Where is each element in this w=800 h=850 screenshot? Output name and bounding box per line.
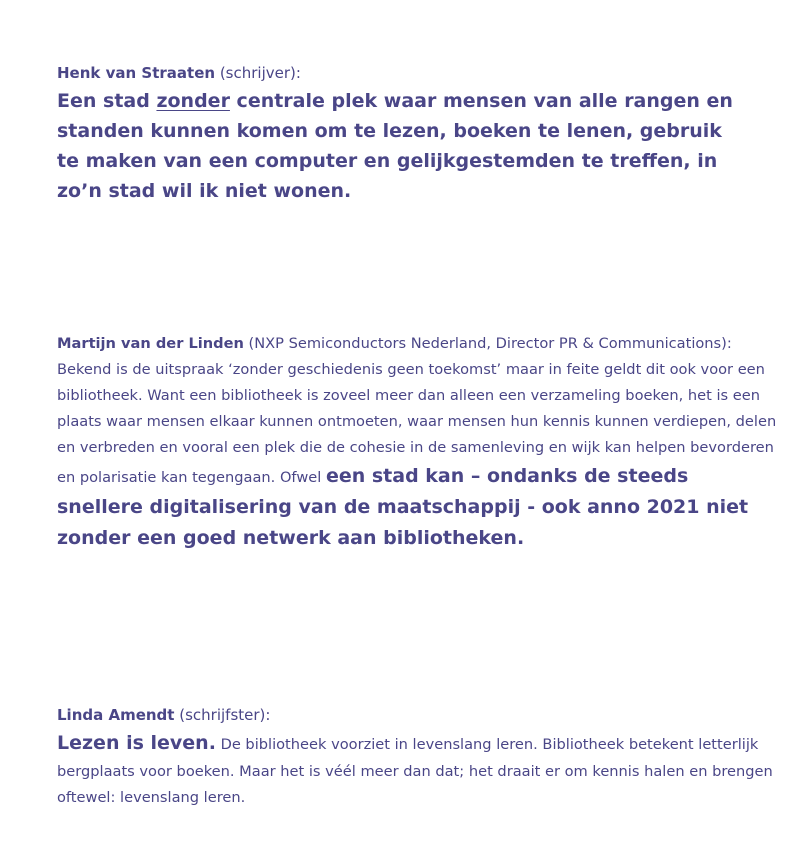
quote-emphasis: Lezen is leven. bbox=[57, 732, 216, 754]
quote-text-rest: centrale plek waar mensen van alle rangen en standen kunnen komen om te lezen, boeken te lenen, gebruik te maken van een computer en gelijkgestemden te treffen, in zo’n stad wil ik niet wonen. bbox=[57, 90, 733, 202]
quote-linda-amendt bbox=[57, 702, 777, 811]
quote-henk-van-straaten bbox=[57, 60, 737, 206]
quote-text bbox=[57, 86, 737, 206]
quote-martijn-van-der-linden bbox=[57, 331, 777, 554]
speaker-name: Linda Amendt bbox=[57, 706, 175, 724]
attribution bbox=[57, 60, 737, 86]
speaker-role: (schrijfster): bbox=[179, 706, 271, 724]
speaker-name: Henk van Straaten bbox=[57, 64, 216, 82]
attribution bbox=[57, 702, 777, 728]
quote-paragraph bbox=[57, 728, 777, 811]
quote-body: De bibliotheek voorziet in levenslang leren. Bibliotheek betekent letterlijk bergplaats voor boeken. Maar het is véél meer dan dat; het draait er om kennis halen en brengen oftewel: levenslang leren. bbox=[57, 736, 773, 806]
quote-emphasis: een stad kan – ondanks de steeds snellere digitalisering van de maatschappij - ook anno 2021 niet zonder een goed netwerk aan bibliotheken. bbox=[57, 465, 749, 549]
speaker-role: (schrijver): bbox=[219, 64, 301, 82]
quote-paragraph bbox=[57, 331, 777, 554]
speaker-name: Martijn van der Linden bbox=[57, 335, 244, 352]
quote-text-start: Een stad bbox=[57, 90, 157, 112]
quote-body: (NXP Semiconductors Nederland, Director PR & Communications): Bekend is de uitspraak ‘zonder geschiedenis geen toekomst’ maar in feite geldt dit ook voor een bibliotheek. Want een bibliotheek is zoveel meer dan alleen een verzameling boeken, het is een plaats waar mensen elkaar kunnen ontmoeten, waar mensen hun kennis kunnen verdiepen, delen en verbreden en vooral een plek die de cohesie in de samenleving en wijk kan helpen bevorderen en polarisatie kan tegengaan. Ofwel bbox=[57, 335, 777, 486]
quote-underlined-word: zonder bbox=[156, 90, 230, 112]
